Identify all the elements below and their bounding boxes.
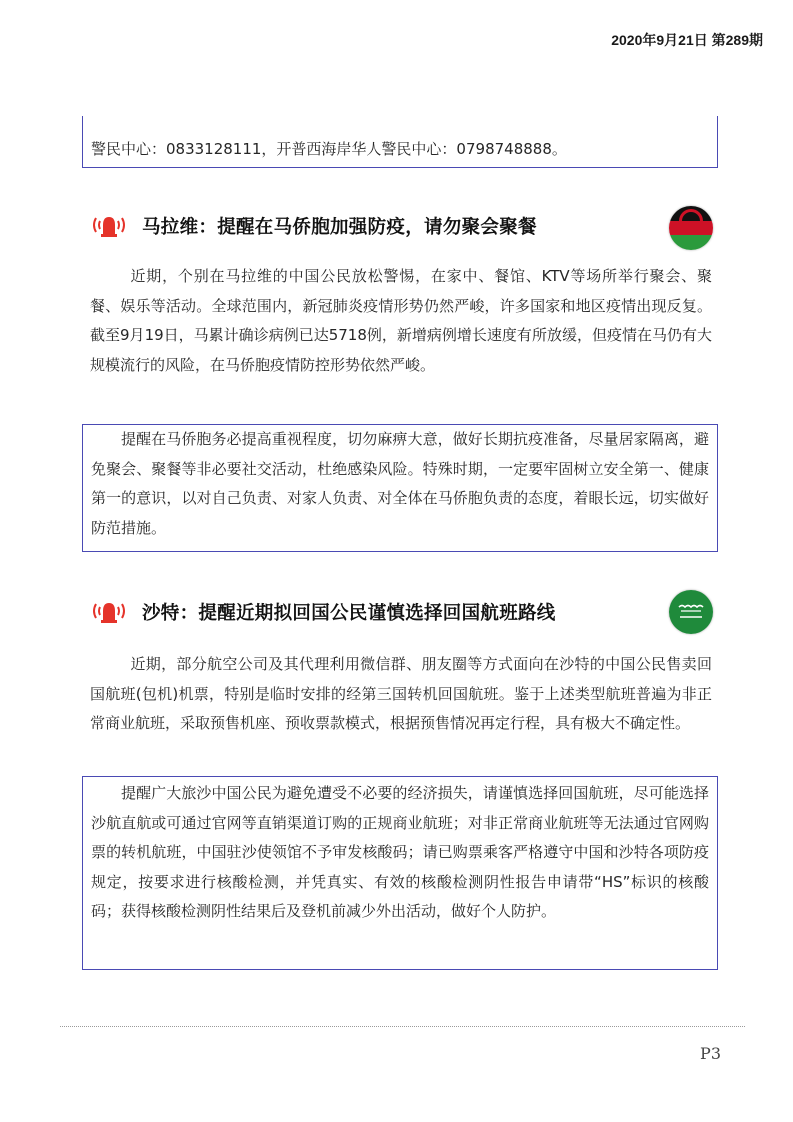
section-title: 马拉维：提醒在马侨胞加强防疫，请勿聚会聚餐 — [142, 217, 537, 238]
contact-text: 警民中心：0833128111，开普西海岸华人警民中心：0798748888。 — [91, 140, 567, 158]
footer-divider — [60, 1026, 745, 1027]
notice-text: 提醒在马侨胞务必提高重视程度，切勿麻痹大意，做好长期抗疫准备，尽量居家隔离，避免聚会、聚餐等非必要社交活动，杜绝感染风险。特殊时期，一定要牢固树立安全第一、健康第一的意识，以对自己负责、对家人负责、对全体在马侨胞负责的态度，着眼长远，切实做好防范措施。 — [91, 430, 709, 537]
section-title: 沙特：提醒近期拟回国公民谨慎选择回国航班路线 — [142, 603, 556, 624]
malawi-paragraph — [90, 262, 712, 380]
notice-text: 提醒广大旅沙中国公民为避免遭受不必要的经济损失，请谨慎选择回国航班，尽可能选择沙航直航或可通过官网等直销渠道订购的正规商业航班；对非正常商业航班等无法通过官网购票的转机航班，中国驻沙使领馆不予审发核酸码；请已购票乘客严格遵守中国和沙特各项防疫规定，按要求进行核酸检测，并凭真实、有效的核酸检测阴性报告申请带“HS”标识的核酸码；获得核酸检测阴性结果后及登机前减少外出活动，做好个人防护。 — [91, 784, 709, 920]
issue-date-header: 2020年9月21日 第289期 — [611, 32, 763, 48]
saudi-paragraph — [90, 650, 712, 739]
paragraph-text: 近期，部分航空公司及其代理利用微信群、朋友圈等方式面向在沙特的中国公民售卖回国航班(包机)机票，特别是临时安排的经第三国转机回国航班。鉴于上述类型航班普遍为非正常商业航班，采取预售机座、预收票款模式，根据预售情况再定行程，具有极大不确定性。 — [90, 655, 712, 732]
page-number: P3 — [700, 1044, 721, 1063]
alarm-bell-icon — [90, 598, 128, 626]
section-heading-saudi — [90, 592, 556, 632]
malawi-notice-box — [82, 424, 718, 552]
saudi-notice-box — [82, 776, 718, 970]
contact-box-continuation — [82, 116, 718, 168]
alarm-bell-icon — [90, 212, 128, 240]
paragraph-text: 近期，个别在马拉维的中国公民放松警惕，在家中、餐馆、KTV等场所举行聚会、聚餐、娱乐等活动。全球范围内，新冠肺炎疫情形势仍然严峻，许多国家和地区疫情出现反复。截至9月19日，马累计确诊病例已达5718例，新增病例增长速度有所放缓，但疫情在马仍有大规模流行的风险，在马侨胞疫情防控形势依然严峻。 — [90, 267, 712, 374]
malawi-flag-icon — [669, 206, 713, 250]
section-heading-malawi — [90, 206, 537, 246]
saudi-arabia-flag-icon — [669, 590, 713, 634]
